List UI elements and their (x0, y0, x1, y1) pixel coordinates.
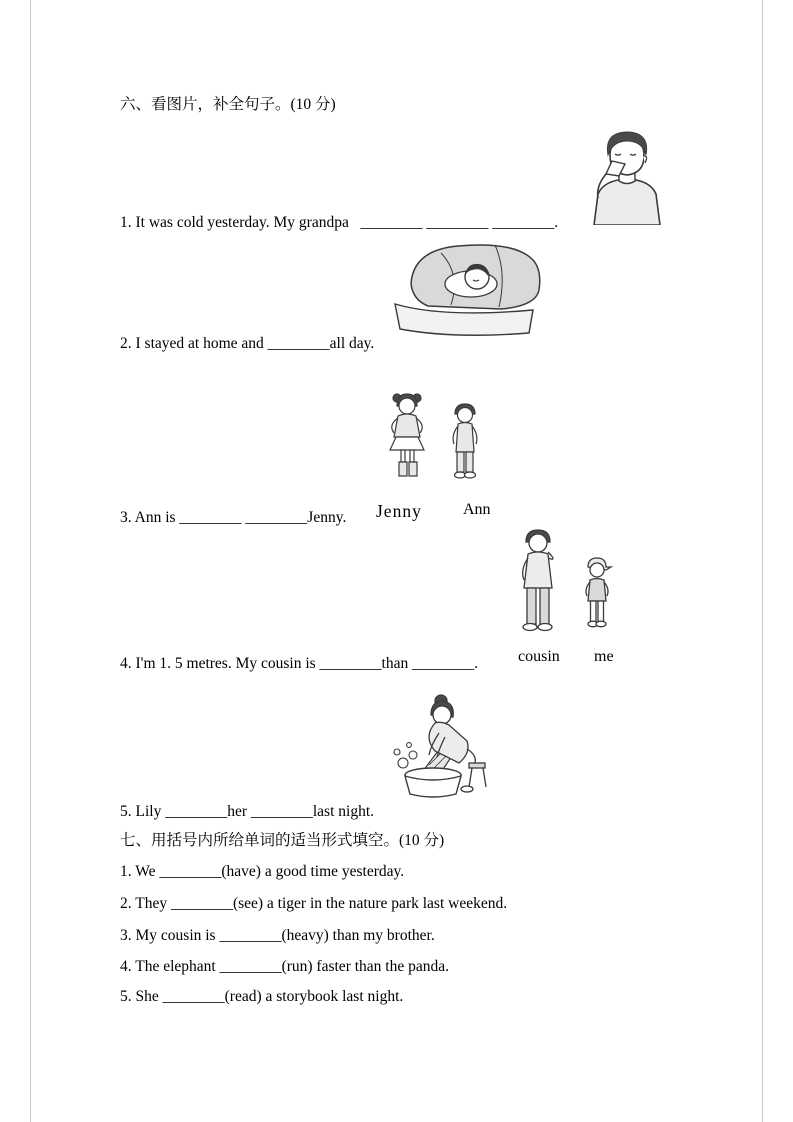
figure-label-jenny: Jenny (376, 501, 422, 521)
man-blowing-nose-illustration (588, 128, 666, 225)
question-7-2: 2. They ________(see) a tiger in the nature park last weekend. (120, 895, 508, 912)
person-sleeping-illustration (383, 232, 548, 340)
girl-washing-clothes-illustration (383, 693, 508, 803)
figure-label-me: me (594, 648, 614, 665)
question-7-5: 5. She ________(read) a storybook last night. (120, 988, 404, 1005)
question-6-3: 3. Ann is ________ ________Jenny. (120, 509, 347, 526)
question-6-4: 4. I'm 1. 5 metres. My cousin is ________than ________. (120, 655, 478, 672)
question-6-1: 1. It was cold yesterday. My grandpa ________ ________ ________. (120, 214, 559, 231)
figure-label-ann: Ann (463, 501, 491, 518)
cousin-and-me-illustration (512, 528, 630, 642)
question-7-1: 1. We ________(have) a good time yesterday. (120, 863, 405, 880)
section-6-heading: 六、看图片，补全句子。(10 分) (120, 96, 336, 113)
question-7-3: 3. My cousin is ________(heavy) than my brother. (120, 927, 435, 944)
two-girls-illustration (375, 390, 495, 496)
question-6-2: 2. I stayed at home and ________all day. (120, 335, 375, 352)
question-7-4: 4. The elephant ________(run) faster than the panda. (120, 958, 449, 975)
figure-label-cousin: cousin (518, 648, 560, 665)
page-border-left (30, 0, 31, 1122)
section-7-heading: 七、用括号内所给单词的适当形式填空。(10 分) (120, 832, 445, 849)
question-6-5: 5. Lily ________her ________last night. (120, 803, 375, 820)
page-border-right (762, 0, 763, 1122)
